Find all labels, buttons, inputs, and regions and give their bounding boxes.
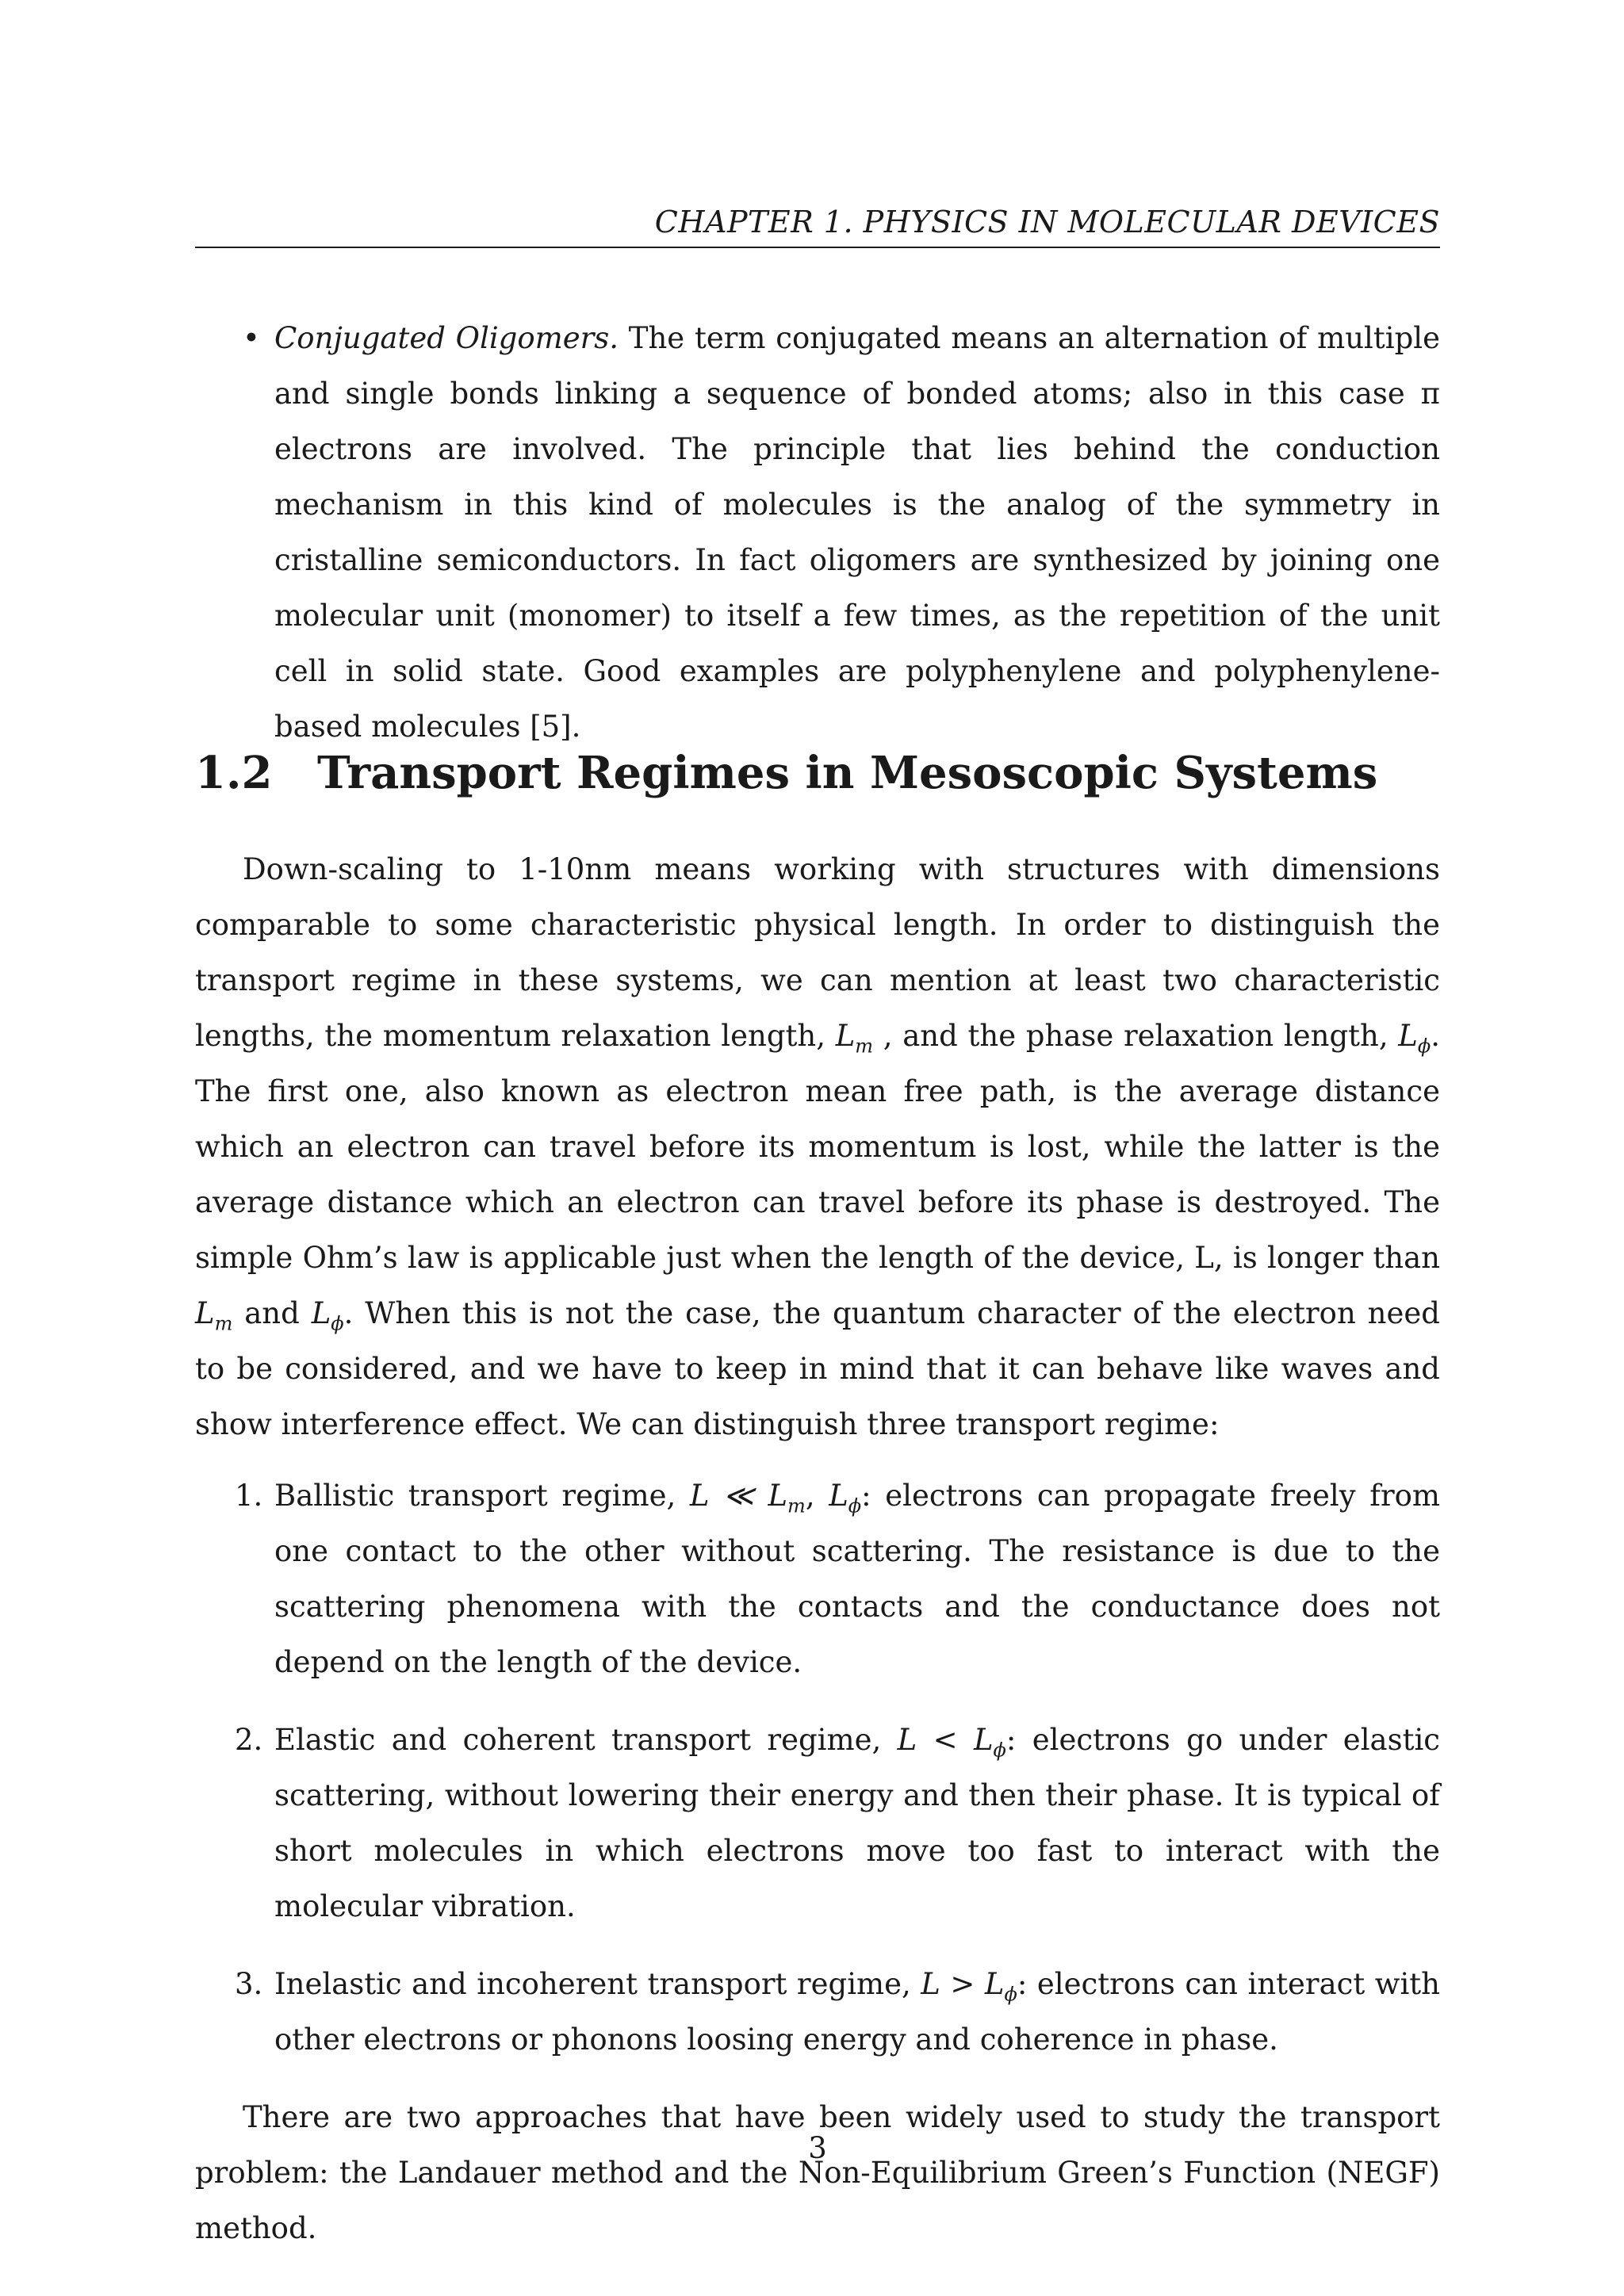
symbol-lm: $L_m$ [835, 1019, 874, 1058]
item-lead: Inelastic and incoherent transport regime, [274, 1967, 921, 2001]
bullet-item [195, 311, 1440, 755]
list-number: 3. [235, 1967, 263, 2001]
section-body [195, 842, 1440, 2256]
list-item [195, 1468, 1440, 1690]
bullet-term: Conjugated Oligomers. [274, 321, 619, 355]
bullet-list [195, 311, 1440, 755]
symbol-lphi: $L_\phi$ [1398, 1019, 1431, 1058]
header-rule [195, 247, 1440, 248]
section-heading [195, 741, 1440, 805]
bullet-dot: • [243, 321, 260, 355]
item-relation: $L < L_\phi$ [897, 1723, 1006, 1762]
item-text: : electrons go under elastic scattering, without lowering their energy and then their phase. It is typical of short molecules in which electrons move too fast to interact with the molecular vibration. [274, 1723, 1440, 1923]
bullet-text: The term conjugated means an alternation of multiple and single bonds linking a sequence of bonded atoms; also in this case π electrons are involved. The principle that lies behind the conduction mechanism in this kind of molecules is the analog of the symmetry in cristalline semiconductors. In fact oligomers are synthesized by joining one molecular unit (monomer) to itself a few times, as the repetition of the unit cell in solid state. Good examples are polyphenylene and polyphenylene-based molecules [5]. [274, 321, 1440, 744]
item-relation: L ≪ $L_m$, $L_\phi$ [689, 1479, 862, 1517]
page-number: 3 [808, 2131, 827, 2165]
symbol-lm: $L_m$ [195, 1296, 233, 1335]
list-number: 2. [235, 1723, 263, 1757]
list-number: 1. [235, 1479, 263, 1513]
list-item [195, 1957, 1440, 2068]
page [195, 0, 1440, 2296]
text-run: , and the phase relaxation length, [873, 1019, 1399, 1053]
item-lead: Ballistic transport regime, [274, 1479, 690, 1513]
item-text: : electrons can propagate freely from one contact to the other without scattering. The resistance is due to the scattering phenomena with the contacts and the conductance does not depend on the length of the device. [274, 1479, 1440, 1679]
text-run: . When this is not the case, the quantum character of the electron need to be considered, and we have to keep in mind that it can behave like waves and show interference effect. We can distinguish three transport regime: [195, 1296, 1440, 1441]
section-number: 1.2 [195, 747, 273, 799]
list-item [195, 1712, 1440, 1934]
section-title: Transport Regimes in Mesoscopic Systems [317, 747, 1378, 799]
paragraph-closing: There are two approaches that have been widely used to study the transport problem: the Landauer method and the Non-Equilibrium Green’s Function (NEGF) method. [195, 2100, 1440, 2245]
text-run: . The first one, also known as electron mean free path, is the average distance which an electron can travel before its momentum is lost, while the latter is the average distance which an electron can travel before its phase is destroyed. The simple Ohm’s law is applicable just when the length of the device, L, is longer than [195, 1019, 1440, 1275]
numbered-list [195, 1468, 1440, 2068]
item-lead: Elastic and coherent transport regime, [274, 1723, 898, 1757]
symbol-lphi: $L_\phi$ [311, 1296, 344, 1335]
item-text: : electrons can interact with other electrons or phonons loosing energy and coherence in phase. [274, 1967, 1440, 2057]
text-run: Down-scaling to 1-10nm means working with structures with dimensions comparable to some characteristic physical length. In order to distinguish the transport regime in these systems, we can mention at least two characteristic lengths, the momentum relaxation length, [195, 852, 1440, 1053]
running-header: CHAPTER 1. PHYSICS IN MOLECULAR DEVICES [654, 205, 1440, 239]
paragraph-intro [195, 842, 1440, 1452]
text-run: and [232, 1296, 312, 1330]
item-relation: $L > L_\phi$ [921, 1967, 1017, 2006]
